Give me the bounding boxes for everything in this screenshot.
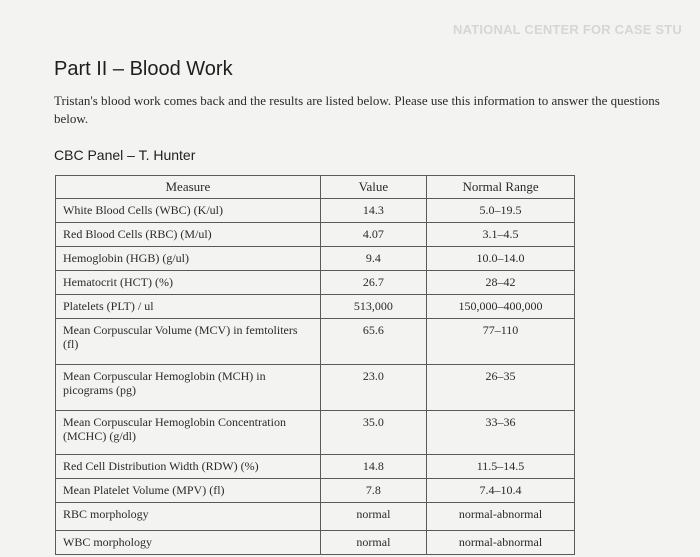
range-cell: 3.1–4.5 [427,223,575,247]
table-row [56,295,575,319]
value-cell: 23.0 [320,365,426,411]
range-cell: 7.4–10.4 [427,479,575,503]
measure-cell: Mean Platelet Volume (MPV) (fl) [56,479,321,503]
table-row [56,503,575,531]
range-cell: 33–36 [427,411,575,455]
panel-title: CBC Panel – T. Hunter [54,147,196,163]
table-row [56,271,575,295]
cbc-table [55,175,575,555]
table-row [56,455,575,479]
range-cell: 26–35 [427,365,575,411]
value-cell: 14.8 [320,455,426,479]
intro-paragraph: Tristan's blood work comes back and the results are listed below. Please use this information to answer the questions below. [54,93,660,126]
measure-cell: Hemoglobin (HGB) (g/ul) [56,247,321,271]
value-cell: 9.4 [320,247,426,271]
watermark: NATIONAL CENTER FOR CASE STU [453,22,683,37]
measure-cell: WBC morphology [56,531,321,555]
measure-cell: Red Blood Cells (RBC) (M/ul) [56,223,321,247]
value-cell: 14.3 [320,199,426,223]
table-row [56,479,575,503]
value-cell: normal [320,531,426,555]
range-header: Normal Range [427,176,575,199]
measure-cell: Red Cell Distribution Width (RDW) (%) [56,455,321,479]
value-cell: 513,000 [320,295,426,319]
measure-cell: Hematocrit (HCT) (%) [56,271,321,295]
value-cell: 26.7 [320,271,426,295]
table-row [56,199,575,223]
range-cell: 5.0–19.5 [427,199,575,223]
range-cell: 10.0–14.0 [427,247,575,271]
value-cell: normal [320,503,426,531]
range-cell: 150,000–400,000 [427,295,575,319]
range-cell: 11.5–14.5 [427,455,575,479]
measure-cell: Mean Corpuscular Volume (MCV) in femtoliters (fl) [56,319,321,365]
range-cell: normal-abnormal [427,531,575,555]
value-header: Value [320,176,426,199]
value-cell: 65.6 [320,319,426,365]
table-row [56,531,575,555]
range-cell: normal-abnormal [427,503,575,531]
part-title: Part II – Blood Work [54,58,233,80]
value-cell: 7.8 [320,479,426,503]
value-cell: 35.0 [320,411,426,455]
measure-cell: White Blood Cells (WBC) (K/ul) [56,199,321,223]
table-row [56,319,575,365]
range-cell: 77–110 [427,319,575,365]
range-cell: 28–42 [427,271,575,295]
measure-cell: RBC morphology [56,503,321,531]
measure-cell: Platelets (PLT) / ul [56,295,321,319]
table-header-row [56,176,575,199]
measure-cell: Mean Corpuscular Hemoglobin (MCH) in picograms (pg) [56,365,321,411]
measure-cell: Mean Corpuscular Hemoglobin Concentration (MCHC) (g/dl) [56,411,321,455]
table-row [56,365,575,411]
value-cell: 4.07 [320,223,426,247]
table-row [56,223,575,247]
table-row [56,411,575,455]
measure-header: Measure [56,176,321,199]
table-row [56,247,575,271]
